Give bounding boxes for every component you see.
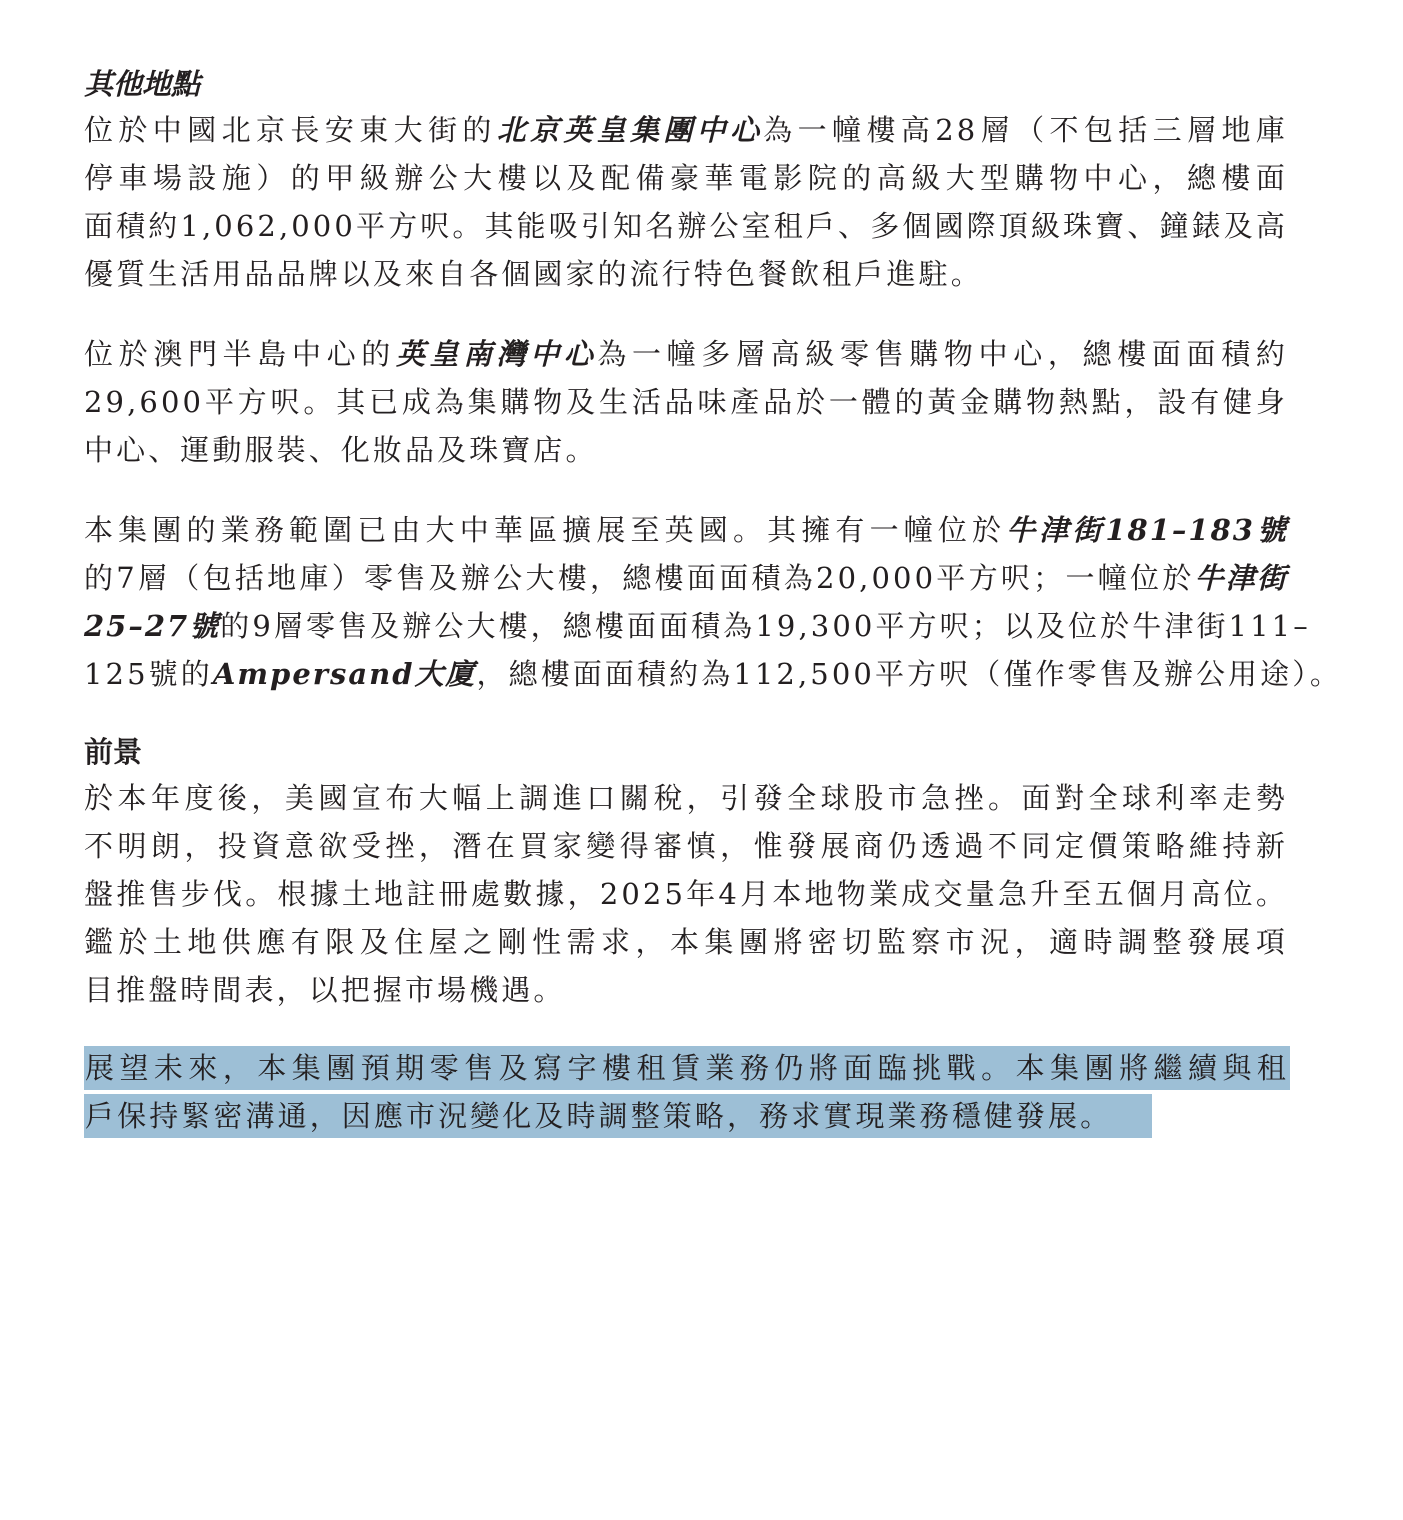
text-line: 位於澳門半島中心的英皇南灣中心為一幢多層高級零售購物中心，總樓面面積約 <box>84 337 1288 371</box>
text-line: 25–27號的9層零售及辦公大樓，總樓面面積為19,300平方呎；以及位於牛津街111– <box>84 609 1311 643</box>
property-name: Ampersand大廈 <box>212 657 477 691</box>
text-line: 中心、運動服裝、化妝品及珠寶店。 <box>84 433 598 467</box>
property-name: 25–27號 <box>84 609 221 643</box>
text-line: 位於中國北京長安東大街的北京英皇集團中心為一幢樓高28層（不包括三層地庫 <box>84 113 1288 147</box>
section-heading-prospects: 前景 <box>84 735 143 769</box>
text-line: 優質生活用品品牌以及來自各個國家的流行特色餐飲租戶進駐。 <box>84 257 983 291</box>
text-line: 125號的Ampersand大廈，總樓面面積約為112,500平方呎（僅作零售及辦公用途）。 <box>84 657 1342 691</box>
text-line: 盤推售步伐。根據土地註冊處數據，2025年4月本地物業成交量急升至五個月高位。 <box>84 877 1288 911</box>
property-name: 英皇南灣中心 <box>395 337 598 371</box>
document-page <box>84 62 1342 1142</box>
paragraph-highlighted-selection[interactable] <box>84 1046 1288 1138</box>
paragraph-beijing <box>84 106 1288 298</box>
highlighted-text-line[interactable]: 戶保持緊密溝通，因應市況變化及時調整策略，務求實現業務穩健發展。 <box>84 1094 1152 1138</box>
highlighted-text-line[interactable]: 展望未來，本集團預期零售及寫字樓租賃業務仍將面臨挑戰。本集團將繼續與租 <box>84 1046 1290 1090</box>
text-line: 鑑於土地供應有限及住屋之剛性需求，本集團將密切監察市況，適時調整發展項 <box>84 925 1288 959</box>
section-heading-other-locations: 其他地點 <box>84 67 201 101</box>
paragraph-macau <box>84 330 1288 474</box>
paragraph-outlook <box>84 774 1288 1014</box>
text-line: 29,600平方呎。其已成為集購物及生活品味產品於一體的黃金購物熱點，設有健身 <box>84 385 1288 419</box>
text-line: 停車場設施）的甲級辦公大樓以及配備豪華電影院的高級大型購物中心，總樓面 <box>84 161 1288 195</box>
property-name: 牛津街181–183號 <box>1006 513 1288 547</box>
property-name: 北京英皇集團中心 <box>496 113 764 147</box>
property-name: 牛津街 <box>1194 561 1288 595</box>
text-line: 面積約1,062,000平方呎。其能吸引知名辦公室租戶、多個國際頂級珠寶、鐘錶及高 <box>84 209 1288 243</box>
text-line: 目推盤時間表，以把握市場機遇。 <box>84 973 566 1007</box>
text-line: 不明朗，投資意欲受挫，潛在買家變得審慎，惟發展商仍透過不同定價策略維持新 <box>84 829 1288 863</box>
text-line: 的7層（包括地庫）零售及辦公大樓，總樓面面積為20,000平方呎；一幢位於牛津街 <box>84 561 1288 595</box>
text-line: 於本年度後，美國宣布大幅上調進口關稅，引發全球股市急挫。面對全球利率走勢 <box>84 781 1288 815</box>
text-line: 本集團的業務範圍已由大中華區擴展至英國。其擁有一幢位於牛津街181–183號 <box>84 513 1288 547</box>
paragraph-uk <box>84 506 1342 698</box>
